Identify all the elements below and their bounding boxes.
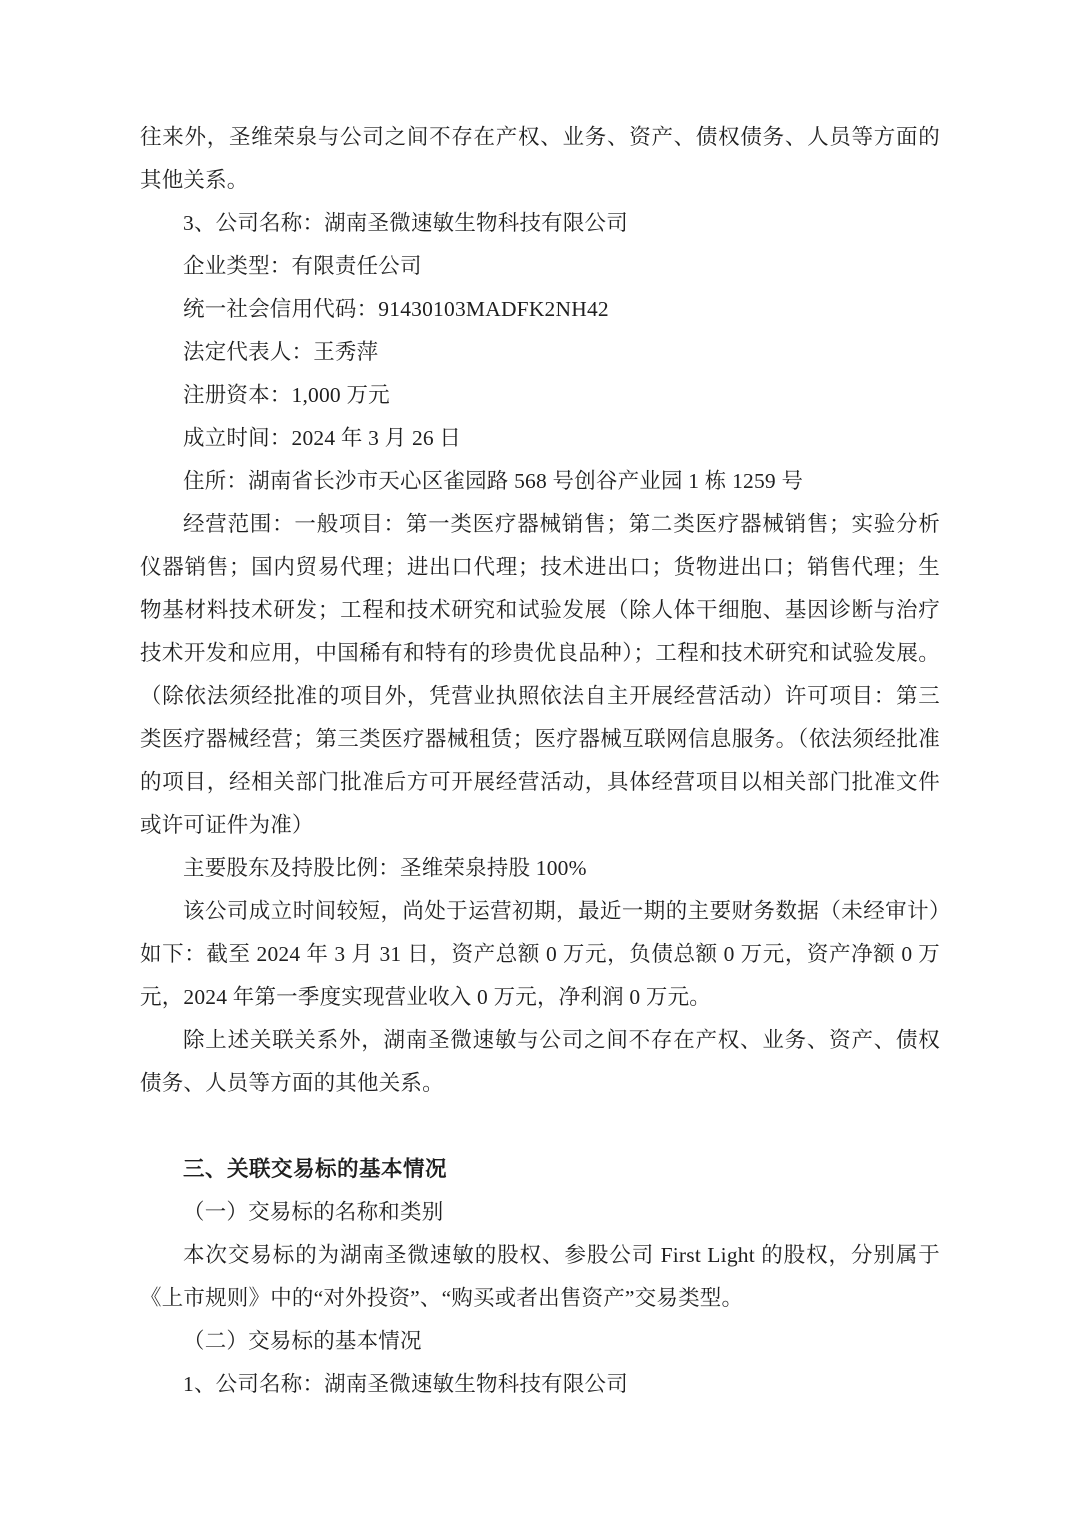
section-3-heading: 三、关联交易标的基本情况	[183, 1157, 448, 1181]
carryover-paragraph: 往来外，圣维荣泉与公司之间不存在产权、业务、资产、债权债务、人员等方面的其他关系。	[140, 125, 940, 192]
blank-line	[140, 1105, 940, 1148]
transaction-subject-paragraph: 本次交易标的为湖南圣微速敏的股权、参股公司 First Light 的股权，分别属于《上市规则》中的“对外投资”、“购买或者出售资产”交易类型。	[140, 1243, 940, 1310]
legal-representative: 法定代表人：王秀萍	[183, 340, 379, 364]
item-3-company-name: 3、公司名称：湖南圣微速敏生物科技有限公司	[183, 211, 628, 235]
subsection-1-heading: （一）交易标的名称和类别	[183, 1200, 444, 1224]
major-shareholders: 主要股东及持股比例：圣维荣泉持股 100%	[183, 856, 587, 880]
other-relations: 除上述关联关系外，湖南圣微速敏与公司之间不存在产权、业务、资产、债权债务、人员等方面的其他关系。	[140, 1028, 940, 1095]
registered-address: 住所：湖南省长沙市天心区雀园路 568 号创谷产业园 1 栋 1259 号	[183, 469, 804, 493]
document-body	[140, 116, 940, 1406]
financial-data: 该公司成立时间较短，尚处于运营初期，最近一期的主要财务数据（未经审计）如下：截至 2024 年 3 月 31 日，资产总额 0 万元，负债总额 0 万元，资产净额 0 万元，2024 年第一季度实现营业收入 0 万元，净利润 0 万元。	[140, 899, 940, 1009]
registered-capital: 注册资本：1,000 万元	[183, 383, 390, 407]
subsection-2-heading: （二）交易标的基本情况	[183, 1329, 422, 1353]
business-scope: 经营范围：一般项目：第一类医疗器械销售；第二类医疗器械销售；实验分析仪器销售；国内贸易代理；进出口代理；技术进出口；货物进出口；销售代理；生物基材料技术研发；工程和技术研究和试验发展（除人体干细胞、基因诊断与治疗技术开发和应用，中国稀有和特有的珍贵优良品种）；工程和技术研究和试验发展。（除依法须经批准的项目外，凭营业执照依法自主开展经营活动）许可项目：第三类医疗器械经营；第三类医疗器械租赁；医疗器械互联网信息服务。（依法须经批准的项目，经相关部门批准后方可开展经营活动，具体经营项目以相关部门批准文件或许可证件为准）	[140, 512, 940, 837]
company-type: 企业类型：有限责任公司	[183, 254, 422, 278]
item-1-company-name: 1、公司名称：湖南圣微速敏生物科技有限公司	[183, 1372, 628, 1396]
unified-social-credit-code: 统一社会信用代码：91430103MADFK2NH42	[183, 297, 609, 321]
establishment-date: 成立时间：2024 年 3 月 26 日	[183, 426, 462, 450]
